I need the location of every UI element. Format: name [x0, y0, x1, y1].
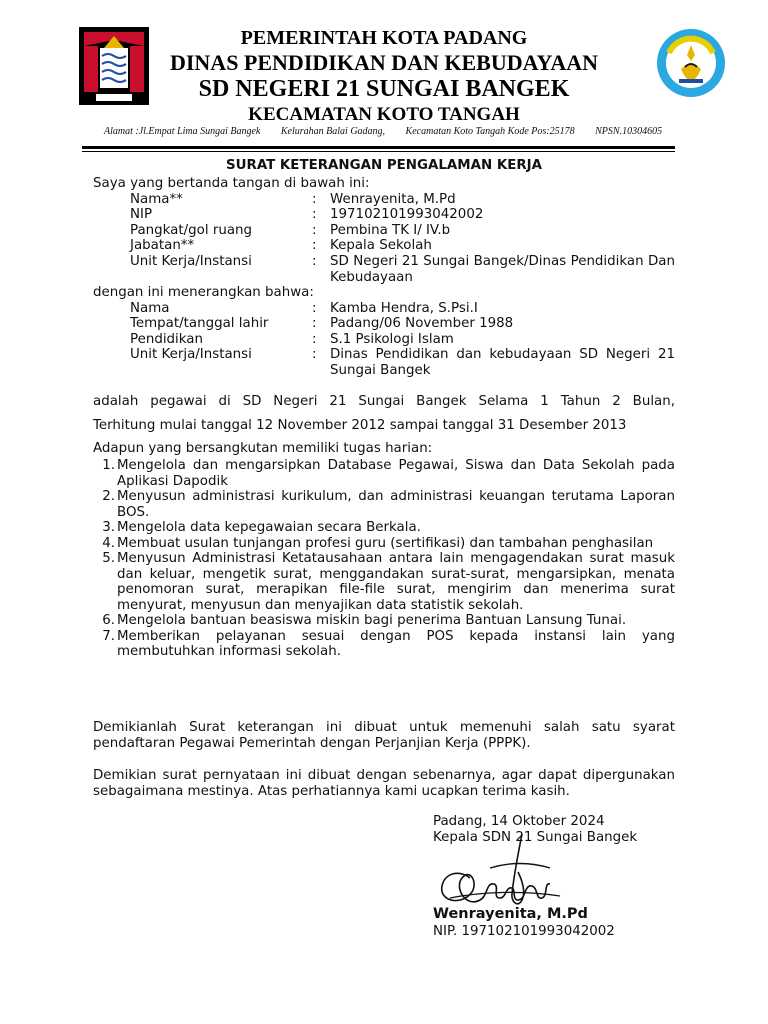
duties-intro: Adapun yang bersangkutan memiliki tugas harian:: [93, 441, 433, 456]
field-colon: :: [312, 301, 317, 316]
field-value: S.1 Psikologi Islam: [330, 332, 454, 347]
field-value: Kepala Sekolah: [330, 238, 432, 253]
list-item-text: Mengelola bantuan beasiswa miskin bagi penerima Bantuan Lansung Tunai.: [117, 613, 627, 628]
list-item-text: Mengelola data kepegawaian secara Berkala.: [117, 520, 421, 535]
field-value: Kamba Hendra, S.Psi.I: [330, 301, 478, 316]
closing-statement: Demikian surat pernyataan ini dibuat dengan sebenarnya, agar dapat dipergunakan sebagaimana mestinya. Atas perhatiannya kami ucapkan terima kasih.: [93, 768, 675, 799]
field-label: Jabatan**: [130, 238, 195, 253]
field-colon: :: [312, 332, 317, 347]
field-label: Pendidikan: [130, 332, 203, 347]
signer-nip: NIP. 197102101993042002: [433, 924, 615, 939]
letter-title: SURAT KETERANGAN PENGALAMAN KERJA: [225, 158, 542, 173]
employment-duration: adalah pegawai di SD Negeri 21 Sungai Bangek Selama 1 Tahun 2 Bulan,: [93, 394, 675, 409]
field-label: Nama**: [130, 192, 183, 207]
field-colon: :: [312, 192, 317, 207]
field-colon: :: [312, 316, 317, 331]
field-colon: :: [312, 347, 317, 362]
field-value: Wenrayenita, M.Pd: [330, 192, 456, 207]
field-colon: :: [312, 254, 317, 269]
employment-period: Terhitung mulai tanggal 12 November 2012 sampai tanggal 31 Desember 2013: [93, 418, 627, 433]
list-item-text: Menyusun Administrasi Ketatausahaan antara lain mengagendakan surat masuk dan keluar, mengetik surat, menggandakan surat-surat, mengarsipkan, menata penomoran surat, merapikan file-file surat, mengirim dan menerima surat menyurat, menyusun dan menyajikan data statistik sekolah.: [117, 551, 675, 613]
declare-text: dengan ini menerangkan bahwa:: [93, 285, 314, 300]
list-item-number: 3 .: [102, 520, 115, 536]
field-label: Unit Kerja/Instansi: [130, 254, 252, 269]
list-item-number: 4 .: [102, 536, 115, 552]
letterhead-rule-thick: [82, 146, 675, 149]
intro-text: Saya yang bertanda tangan di bawah ini:: [93, 176, 370, 191]
list-item-number: 1 .: [102, 458, 115, 474]
list-item-number: 6 .: [102, 613, 115, 629]
address-kelurahan: Kelurahan Balai Gadang,: [280, 126, 386, 137]
list-item: [93, 536, 675, 552]
list-item-text: Mengelola dan mengarsipkan Database Pegawai, Siswa dan Data Sekolah pada Aplikasi Dapodik: [117, 458, 675, 489]
field-label: Tempat/tanggal lahir: [130, 316, 269, 331]
field-value: Pembina TK I/ IV.b: [330, 223, 451, 238]
closing-purpose: Demikianlah Surat keterangan ini dibuat untuk memenuhi salah satu syarat pendaftaran Pegawai Pemerintah dengan Perjanjian Kerja (PPPK).: [93, 720, 675, 751]
signer-name: Wenrayenita, M.Pd: [433, 906, 588, 922]
field-colon: :: [312, 238, 317, 253]
field-label: Nama: [130, 301, 170, 316]
list-item-text: Menyusun administrasi kurikulum, dan administrasi keuangan terutama Laporan BOS.: [117, 489, 675, 520]
list-item-text: Membuat usulan tunjangan profesi guru (sertifikasi) dan tambahan penghasilan: [117, 535, 654, 551]
letterhead-address: [104, 126, 680, 137]
field-label: NIP: [130, 207, 153, 222]
list-item: [93, 613, 675, 629]
field-label: Pangkat/gol ruang: [130, 223, 253, 238]
list-item-text: Memberikan pelayanan sesuai dengan POS kepada instansi lain yang membutuhkan informasi sekolah.: [117, 628, 675, 659]
field-value: 197102101993042002: [330, 207, 484, 222]
list-item: [93, 551, 675, 613]
letterhead-government: PEMERINTAH KOTA PADANG: [240, 27, 528, 49]
letterhead-rule-thin: [82, 151, 675, 152]
letterhead-department: DINAS PENDIDIKAN DAN KEBUDAYAAN: [169, 50, 599, 75]
place-date: Padang, 14 Oktober 2024: [433, 814, 605, 829]
list-item: [93, 458, 675, 489]
field-value: SD Negeri 21 Sungai Bangek/Dinas Pendidikan Dan Kebudayaan: [330, 254, 675, 285]
field-colon: :: [312, 207, 317, 222]
list-item: [93, 520, 675, 536]
list-item-number: 7 .: [102, 629, 115, 645]
address-street: Alamat :Jl.Empat Lima Sungai Bangek: [104, 126, 261, 137]
duties-list: [93, 458, 675, 660]
field-colon: :: [312, 223, 317, 238]
list-item-number: 5 .: [102, 551, 115, 567]
list-item-number: 2 .: [102, 489, 115, 505]
list-item: [93, 629, 675, 660]
letterhead-school: SD NEGERI 21 SUNGAI BANGEK: [198, 76, 570, 102]
letterhead-district: KECAMATAN KOTO TANGAH: [248, 104, 520, 125]
signer-title: Kepala SDN 21 Sungai Bangek: [433, 829, 638, 845]
field-value: Padang/06 November 1988: [330, 316, 514, 331]
field-value: Dinas Pendidikan dan kebudayaan SD Negeri 21 Sungai Bangek: [330, 347, 675, 378]
address-kecamatan: Kecamatan Koto Tangah Kode Pos:25178: [405, 126, 575, 137]
field-label: Unit Kerja/Instansi: [130, 347, 252, 362]
list-item: [93, 489, 675, 520]
address-npsn: NPSN.10304605: [595, 126, 663, 137]
